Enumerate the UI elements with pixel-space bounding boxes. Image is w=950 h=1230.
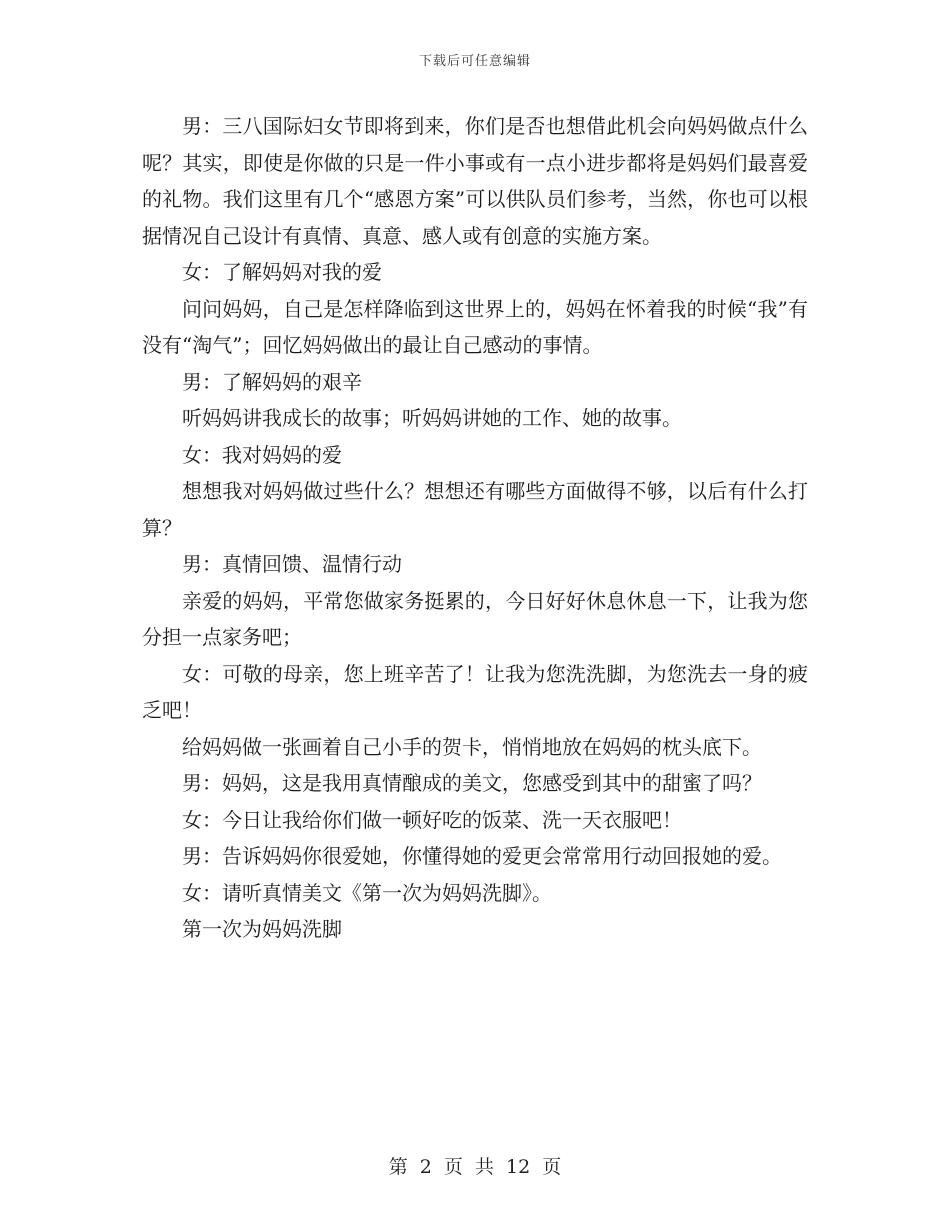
section-title: 第一次为妈妈洗脚 (182, 917, 342, 941)
paragraph: 女：了解妈妈对我的爱 (182, 260, 382, 284)
paragraph: 给妈妈做一张画着自己小手的贺卡，悄悄地放在妈妈的枕头底下。 (182, 734, 762, 759)
paragraph: 女：请听真情美文《第一次为妈妈洗脚》。 (182, 880, 552, 905)
document-body (142, 108, 808, 948)
paragraph: 男：了解妈妈的艰辛 (182, 369, 362, 394)
paragraph: 男：真情回馈、温情行动 (182, 552, 402, 576)
paragraph: 问问妈妈，自己是怎样降临到这世界上的，妈妈在怀着我的时候“我”有没有“淘气”；回忆妈妈做出的最让自己感动的事情。 (142, 296, 808, 357)
paragraph: 女：今日让我给你们做一顿好吃的饭菜、洗一天衣服吧！ (182, 807, 682, 832)
paragraph: 女：我对妈妈的爱 (182, 442, 342, 467)
paragraph: 想想我对妈妈做过些什么？想想还有哪些方面做得不够，以后有什么打算？ (142, 479, 808, 540)
page-number: 第 2 页 共 12 页 (388, 1156, 562, 1178)
paragraph: 女：可敬的母亲，您上班辛苦了！让我为您洗洗脚，为您洗去一身的疲乏吧！ (142, 661, 808, 722)
paragraph: 男：告诉妈妈你很爱她，你懂得她的爱更会常常用行动回报她的爱。 (182, 844, 782, 868)
paragraph: 男：三八国际妇女节即将到来，你们是否也想借此机会向妈妈做点什么呢？其实，即使是你做的只是一件小事或有一点小进步都将是妈妈们最喜爱的礼物。我们这里有几个“感恩方案”可以供队员们参考，当然，你也可以根据情况自己设计有真情、真意、感人或有创意的实施方案。 (142, 114, 808, 248)
paragraph: 亲爱的妈妈，平常您做家务挺累的，今日好好休息休息一下，让我为您分担一点家务吧； (142, 588, 808, 649)
paragraph: 男：妈妈，这是我用真情酿成的美文，您感受到其中的甜蜜了吗？ (182, 771, 762, 795)
page-header: 下载后可任意编辑 (418, 54, 531, 69)
paragraph: 听妈妈讲我成长的故事；听妈妈讲她的工作、她的故事。 (182, 406, 682, 430)
